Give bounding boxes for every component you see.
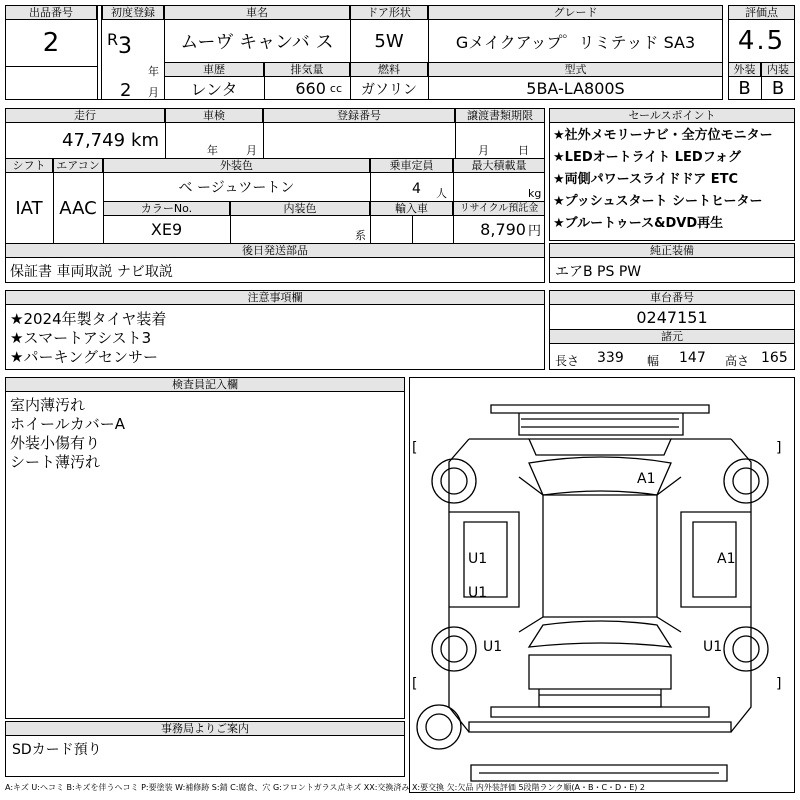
mileage-label: 走行 — [5, 108, 165, 123]
car-diagram — [409, 377, 795, 793]
shift: IAT — [15, 197, 43, 219]
cc-unit: cc — [329, 82, 342, 95]
damage-mark: U1 — [468, 551, 488, 567]
inspector-list — [10, 396, 125, 472]
reg-month: 2 — [120, 80, 132, 101]
mileage — [5, 123, 165, 158]
inspector-item: 外装小傷有り — [10, 434, 101, 452]
later-parts-label: 後日発送部品 — [5, 243, 545, 258]
displacement — [264, 77, 350, 100]
chassis-label: 車台番号 — [549, 290, 795, 305]
damage-mark: U1 — [703, 639, 723, 655]
note-item: ★2024年製タイヤ装着 — [10, 310, 167, 328]
intcolor-unit: 系 — [355, 229, 366, 242]
recycle-fee — [453, 216, 545, 243]
lot-label: 出品番号 — [5, 5, 97, 20]
inspector-label: 検査員記入欄 — [5, 377, 405, 392]
width-label: 幅 — [647, 354, 660, 368]
model-label: 型式 — [428, 62, 723, 77]
door-label: ドア形状 — [350, 5, 428, 20]
loadcap-unit: kg — [528, 187, 542, 200]
score-label: 評価点 — [728, 5, 795, 20]
color-label: 外装色 — [103, 158, 370, 173]
year-unit: 年 — [148, 65, 159, 78]
width-value: 147 — [679, 350, 706, 366]
notes-list — [10, 310, 166, 367]
equipment: エアB PS PW — [555, 264, 642, 280]
transfer-month: 月 — [478, 144, 489, 157]
shift-label: シフト — [5, 158, 53, 173]
capacity-unit: 人 — [436, 187, 447, 200]
height-label: 高さ — [725, 354, 750, 368]
damage-mark: A1 — [637, 471, 656, 487]
grade: Gメイクアップ゜リミテッド SA3 — [455, 32, 696, 52]
length-label: 長さ — [555, 354, 580, 368]
model-code: 5BA-LA800S — [526, 79, 625, 98]
later-parts: 保証書 車両取説 ナビ取説 — [10, 264, 173, 280]
color-number: XE9 — [150, 220, 183, 239]
aircon: AAC — [59, 197, 97, 219]
displacement-label: 排気量 — [264, 62, 350, 77]
ext-grade-label: 外装 — [728, 62, 761, 77]
regno-label: 登録番号 — [263, 108, 455, 123]
inspection-label: 車検 — [165, 108, 263, 123]
specs-label: 諸元 — [549, 329, 795, 344]
height-value: 165 — [761, 350, 788, 366]
recycle-unit: 円 — [527, 224, 541, 239]
sales-point: ★LEDオートライト LEDフォグ — [553, 150, 742, 165]
ext-grade: B — [738, 78, 751, 99]
capacity-label: 乗車定員 — [370, 158, 453, 173]
import-label: 輸入車 — [370, 201, 453, 216]
length-value: 339 — [597, 350, 624, 366]
fuel: ガソリン — [361, 81, 417, 98]
car-name: ムーヴ キャンバ ス — [180, 32, 334, 53]
history: レンタ — [190, 80, 238, 99]
inspector-item: 室内薄汚れ — [10, 396, 86, 414]
legend: A:キズ U:ヘコミ B:キズを伴うヘコミ P:要塗装 W:補修跡 S:錆 C:腐食、穴 G:フロントガラス点キズ XX:交換済み X:要交換 欠:欠品 内外装評価 5段階ランク順(A・B・C・D・E) 2 — [5, 783, 646, 792]
door-type: 5W — [374, 30, 404, 52]
km-unit: km — [131, 130, 159, 151]
bracket-right-top: ] — [776, 440, 782, 456]
sales-point: ★プッシュスタート シートヒーター — [553, 194, 763, 209]
inspector-item: ホイールカバーA — [10, 415, 125, 433]
recycle-value: 8,790 — [480, 220, 526, 239]
insp-year: 年 — [207, 144, 218, 157]
equipment-label: 純正装備 — [549, 243, 795, 258]
reg-year: 3 — [118, 34, 132, 59]
insp-month: 月 — [246, 144, 257, 157]
sales-point: ★社外メモリーナビ・全方位モニター — [553, 128, 773, 143]
recycle-label: リサイクル預託金 — [453, 201, 545, 216]
history-label: 車歴 — [164, 62, 264, 77]
bracket-left-top: [ — [412, 440, 418, 456]
office-label: 事務局よりご案内 — [5, 721, 405, 736]
era: R — [107, 30, 119, 49]
first-reg-label: 初度登録 — [102, 5, 164, 20]
grade-label: グレード — [428, 5, 723, 20]
capacity-value: 4 — [412, 181, 421, 197]
damage-mark: A1 — [717, 551, 736, 567]
damage-mark: U1 — [468, 585, 488, 601]
transfer-label: 譲渡書類期限 — [455, 108, 545, 123]
chassis-number: 0247151 — [636, 307, 708, 327]
note-item: ★パーキングセンサー — [10, 348, 158, 366]
sales-points-label: セールスポイント — [549, 108, 795, 123]
transfer-day: 日 — [518, 144, 529, 157]
inspector-item: シート薄汚れ — [10, 453, 101, 471]
loadcap-label: 最大積載量 — [453, 158, 545, 173]
intcolor-label: 内装色 — [230, 201, 370, 216]
score-value: 4.5 — [737, 26, 786, 56]
notes-label: 注意事項欄 — [5, 290, 545, 305]
ac-label: エアコン — [53, 158, 103, 173]
note-item: ★スマートアシスト3 — [10, 329, 152, 347]
bracket-left-bottom: [ — [412, 676, 418, 692]
int-grade: B — [771, 78, 785, 99]
office-note: SDカード預り — [12, 742, 102, 758]
sales-point: ★両側パワースライドドア ETC — [553, 172, 739, 187]
int-grade-label: 内装 — [761, 62, 795, 77]
damage-mark: U1 — [483, 639, 503, 655]
sales-point: ★ブルートゥース&DVD再生 — [553, 216, 724, 231]
fuel-label: 燃料 — [350, 62, 428, 77]
car-name-label: 車名 — [164, 5, 350, 20]
bracket-right-bottom: ] — [776, 676, 782, 692]
colorno-label: カラーNo. — [103, 201, 230, 216]
exterior-color: ベ ージュツートン — [178, 180, 295, 196]
sales-points-list — [553, 125, 773, 235]
mileage-value: 47,749 — [62, 130, 126, 151]
displacement-value: 660 — [295, 79, 326, 98]
lot-number: 2 — [42, 28, 60, 58]
month-unit: 月 — [148, 86, 159, 99]
